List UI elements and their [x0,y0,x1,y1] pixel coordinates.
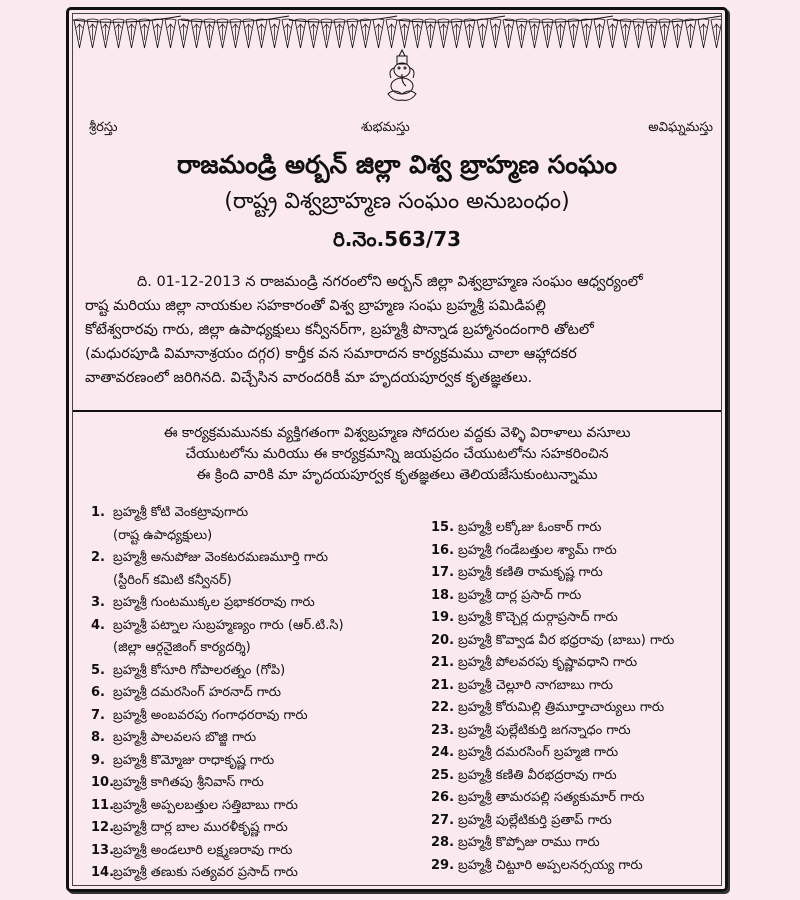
item-name: బ్రహ్మశ్రీ దమరసింగ్ హరనాద్ గారు [113,685,281,700]
item-designation: (జిల్లా ఆర్గనైజింగ్ కార్యదర్శి) [113,640,251,655]
list-item [431,585,721,608]
list-item [91,772,411,795]
paragraph-line: వాతావరణంలో జరిగినది. విచ్చేసిన వారందరికీ మా హృదయపూర్వక కృతజ్ఞతలు. [85,370,533,386]
toran-garland-icon [73,14,721,52]
item-name: బ్రహ్మశ్రీ కొమ్మోజు రాధాకృష్ణ గారు [113,752,275,768]
item-name: బ్రహ్మశ్రీ కొచ్చెర్ల దుర్గాప్రసాద్ గారు [458,610,618,625]
page-subtitle: (రాష్ట్ర విశ్వబ్రాహ్మణ సంఘం అనుబంధం) [224,189,570,214]
paragraph-line: కోటేశ్వరారవు గారు, జిల్లా ఉపాధ్యక్షులు కన్వీనర్‌గా, బ్రహ్మశ్రీ పొన్నాడ బ్రహ్మానందంగారి తోటలో [85,322,594,338]
item-number: 27. [431,812,455,828]
blessing-srirastu: శ్రీరస్తు [89,120,118,135]
contributors-list-left [91,502,411,885]
item-name: బ్రహ్మశ్రీ కొప్పోజు రాము గారు [458,835,600,850]
list-item [431,675,721,698]
item-number: 9. [91,752,105,768]
item-name: బ్రహ్మశ్రీ కోటి వెంకట్రావుగారు [113,505,249,520]
item-name: బ్రహ్మశ్రీ దార్ల ప్రసాద్ గారు [458,587,582,603]
thanks-line: ఈ కార్యక్రమమునకు వ్యక్తిగతంగా విశ్వబ్రహ్మణ సోదరుల వద్దకు వెళ్ళి విరాళాలు వసూలు [163,425,631,441]
event-paragraph [85,270,711,390]
thanks-line: ఈ క్రింది వారికి మా హృదయపూర్వక కృతజ్ఞతలు తెలియజేసుకుంటున్నాము [196,467,598,483]
item-name: బ్రహ్మశ్రీ లక్కోజు ఓంకార్ గారు [458,520,602,535]
list-item [91,682,411,705]
list-item [431,540,721,563]
thanks-note [69,423,725,486]
item-name: బ్రహ్మశ్రీ చెల్లూరి నాగబాబు గారు [458,677,613,693]
item-name: బ్రహ్మశ్రీ పుల్లేటికుర్తి ప్రతాప్ గారు [458,812,612,828]
invitation-card [66,7,728,892]
list-item [91,592,411,615]
item-number: 11. [91,797,115,813]
item-number: 20. [431,632,455,648]
item-name: బ్రహ్మశ్రీ కోరుమిల్లి త్రిమూర్తాచార్యులు గారు [458,700,665,715]
item-name: బ్రహ్మశ్రీ పట్నాల సుబ్రహ్మణ్యం గారు (ఆర్.టి.సి) [113,617,344,633]
item-number: 18. [431,587,455,603]
list-item [91,817,411,840]
item-number: 6. [91,685,105,700]
list-item [91,750,411,773]
item-name: బ్రహ్మశ్రీ అండలూరి లక్ష్మణరావు గారు [113,842,293,858]
thanks-line: చేయుటలోను మరియు ఈ కార్యక్రమాన్ని జయప్రదం చేయుటలోను సహకరించిన [185,446,609,462]
item-name: బ్రహ్మశ్రీ చిట్టూరి అప్పలనర్సయ్య గారు [458,857,643,873]
list-item [431,855,721,878]
item-name: బ్రహ్మశ్రీ అప్పలబత్తుల సత్తిబాబు గారు [113,797,298,813]
item-number: 4. [91,617,105,633]
item-name: బ్రహ్మశ్రీ పుల్లేటికుర్తి జగన్నాధం గారు [458,722,631,738]
item-name: బ్రహ్మశ్రీ కణితి రామకృష్ణ గారు [458,565,603,580]
list-item [431,697,721,720]
list-item [431,630,721,653]
item-name: బ్రహ్మశ్రీ దార్ల బాల మురళీకృష్ణ గారు [113,820,288,835]
page-title: రాజమండ్రి అర్బన్ జిల్లా విశ్వ బ్రాహ్మణ సంఘం [176,150,618,179]
list-item [431,765,721,788]
item-name: బ్రహ్మశ్రీ దమరసింగ్ బ్రహ్మజి గారు [458,745,619,760]
item-number: 15. [431,520,455,535]
list-item [91,795,411,818]
item-number: 3. [91,595,105,610]
item-number: 14. [91,865,115,880]
item-number: 29. [431,857,455,873]
item-name: బ్రహ్మశ్రీ తణుకు సత్యవర ప్రసాద్ గారు [113,865,298,880]
section-divider [73,410,721,412]
list-item [431,652,721,675]
item-name: బ్రహ్మశ్రీ కణితి వీరభద్రరావు గారు [458,767,617,783]
item-name: బ్రహ్మశ్రీ అనుపోజు వెంకటరమణమూర్తి గారు [113,550,329,565]
item-number: 28. [431,835,455,850]
item-designation: (రాష్ట ఉపాధ్యక్షులు) [113,527,213,543]
item-name: బ్రహ్మశ్రీ తామరపల్లి సత్యకుమార్ గారు [458,790,645,805]
item-number: 21. [431,655,455,670]
paragraph-line: రాష్ట మరియు జిల్లా నాయకుల సహకారంతో విశ్వ బ్రాహ్మణ సంఘ బ్రహ్మశ్రీ పమిడిపల్లి [85,298,546,314]
item-number: 12. [91,820,115,835]
list-item [91,660,411,683]
list-item [91,615,411,660]
list-item [431,720,721,743]
item-number: 25. [431,767,455,783]
blessings-row [89,120,713,140]
item-number: 16. [431,542,455,558]
item-designation: (స్టీరింగ్ కమిటి కన్వీనర్) [113,572,232,588]
item-name: బ్రహ్మశ్రీ కోసూరి గోపాలరత్నం (గోపి) [113,662,286,678]
item-number: 8. [91,730,105,745]
contributors-list-right [431,517,721,877]
item-number: 1. [91,505,105,520]
registration-number: రి.నెం.563/73 [332,227,462,251]
list-item [431,810,721,833]
list-item [91,862,411,885]
blessing-subhamastu: శుభమస్తు [361,120,410,135]
item-number: 26. [431,790,455,805]
list-item [91,547,411,592]
item-number: 22. [431,700,455,715]
paragraph-line: (మధురపూడి విమానాశ్రయం దగ్గర) కార్తీక వన సమారాదన కార్యక్రమము చాలా ఆహ్లాదకర [85,346,577,362]
ganesha-icon [382,48,422,104]
item-number: 10. [91,775,115,790]
item-name: బ్రహ్మశ్రీ పాలవలస బొజ్జి గారు [113,730,257,745]
item-number: 5. [91,662,105,678]
list-item [431,832,721,855]
blessing-avighnamastu: అవిఘ్నమస్తు [648,120,713,135]
item-name: బ్రహ్మశ్రీ గుంటముక్కల ప్రభాకరరావు గారు [113,595,315,610]
item-number: 7. [91,707,105,723]
item-name: బ్రహ్మశ్రీ కొవ్వాడ వీర భధ్రరావు (బాబు) గారు [458,632,675,648]
list-item [91,840,411,863]
item-number: 2. [91,550,105,565]
item-number: 21. [431,677,455,693]
paragraph-line: ది. 01-12-2013 న రాజమండ్రి నగరంలోని అర్బన్ జిల్లా విశ్వబ్రాహ్మణ సంఘం ఆధ్వర్యంలో [137,274,643,290]
list-item [431,607,721,630]
item-number: 13. [91,842,115,858]
list-item [91,727,411,750]
toran-leaf [711,19,721,48]
list-item [431,742,721,765]
item-number: 24. [431,745,455,760]
item-number: 23. [431,722,455,738]
item-number: 19. [431,610,455,625]
list-item [431,562,721,585]
item-name: బ్రహ్మశ్రీ గండేబత్తుల శ్యామ్ గారు [458,542,617,558]
list-item [91,502,411,547]
list-item [431,517,721,540]
item-name: బ్రహ్మశ్రీ పోలవరపు కృష్ణావధాని గారు [458,655,638,670]
item-name: బ్రహ్మశ్రీ అంబవరపు గంగాధరరావు గారు [113,707,308,723]
list-item [91,705,411,728]
list-item [431,787,721,810]
item-name: బ్రహ్మశ్రీ కాగితపు శ్రీనివాస్ గారు [113,775,264,790]
item-number: 17. [431,565,455,580]
